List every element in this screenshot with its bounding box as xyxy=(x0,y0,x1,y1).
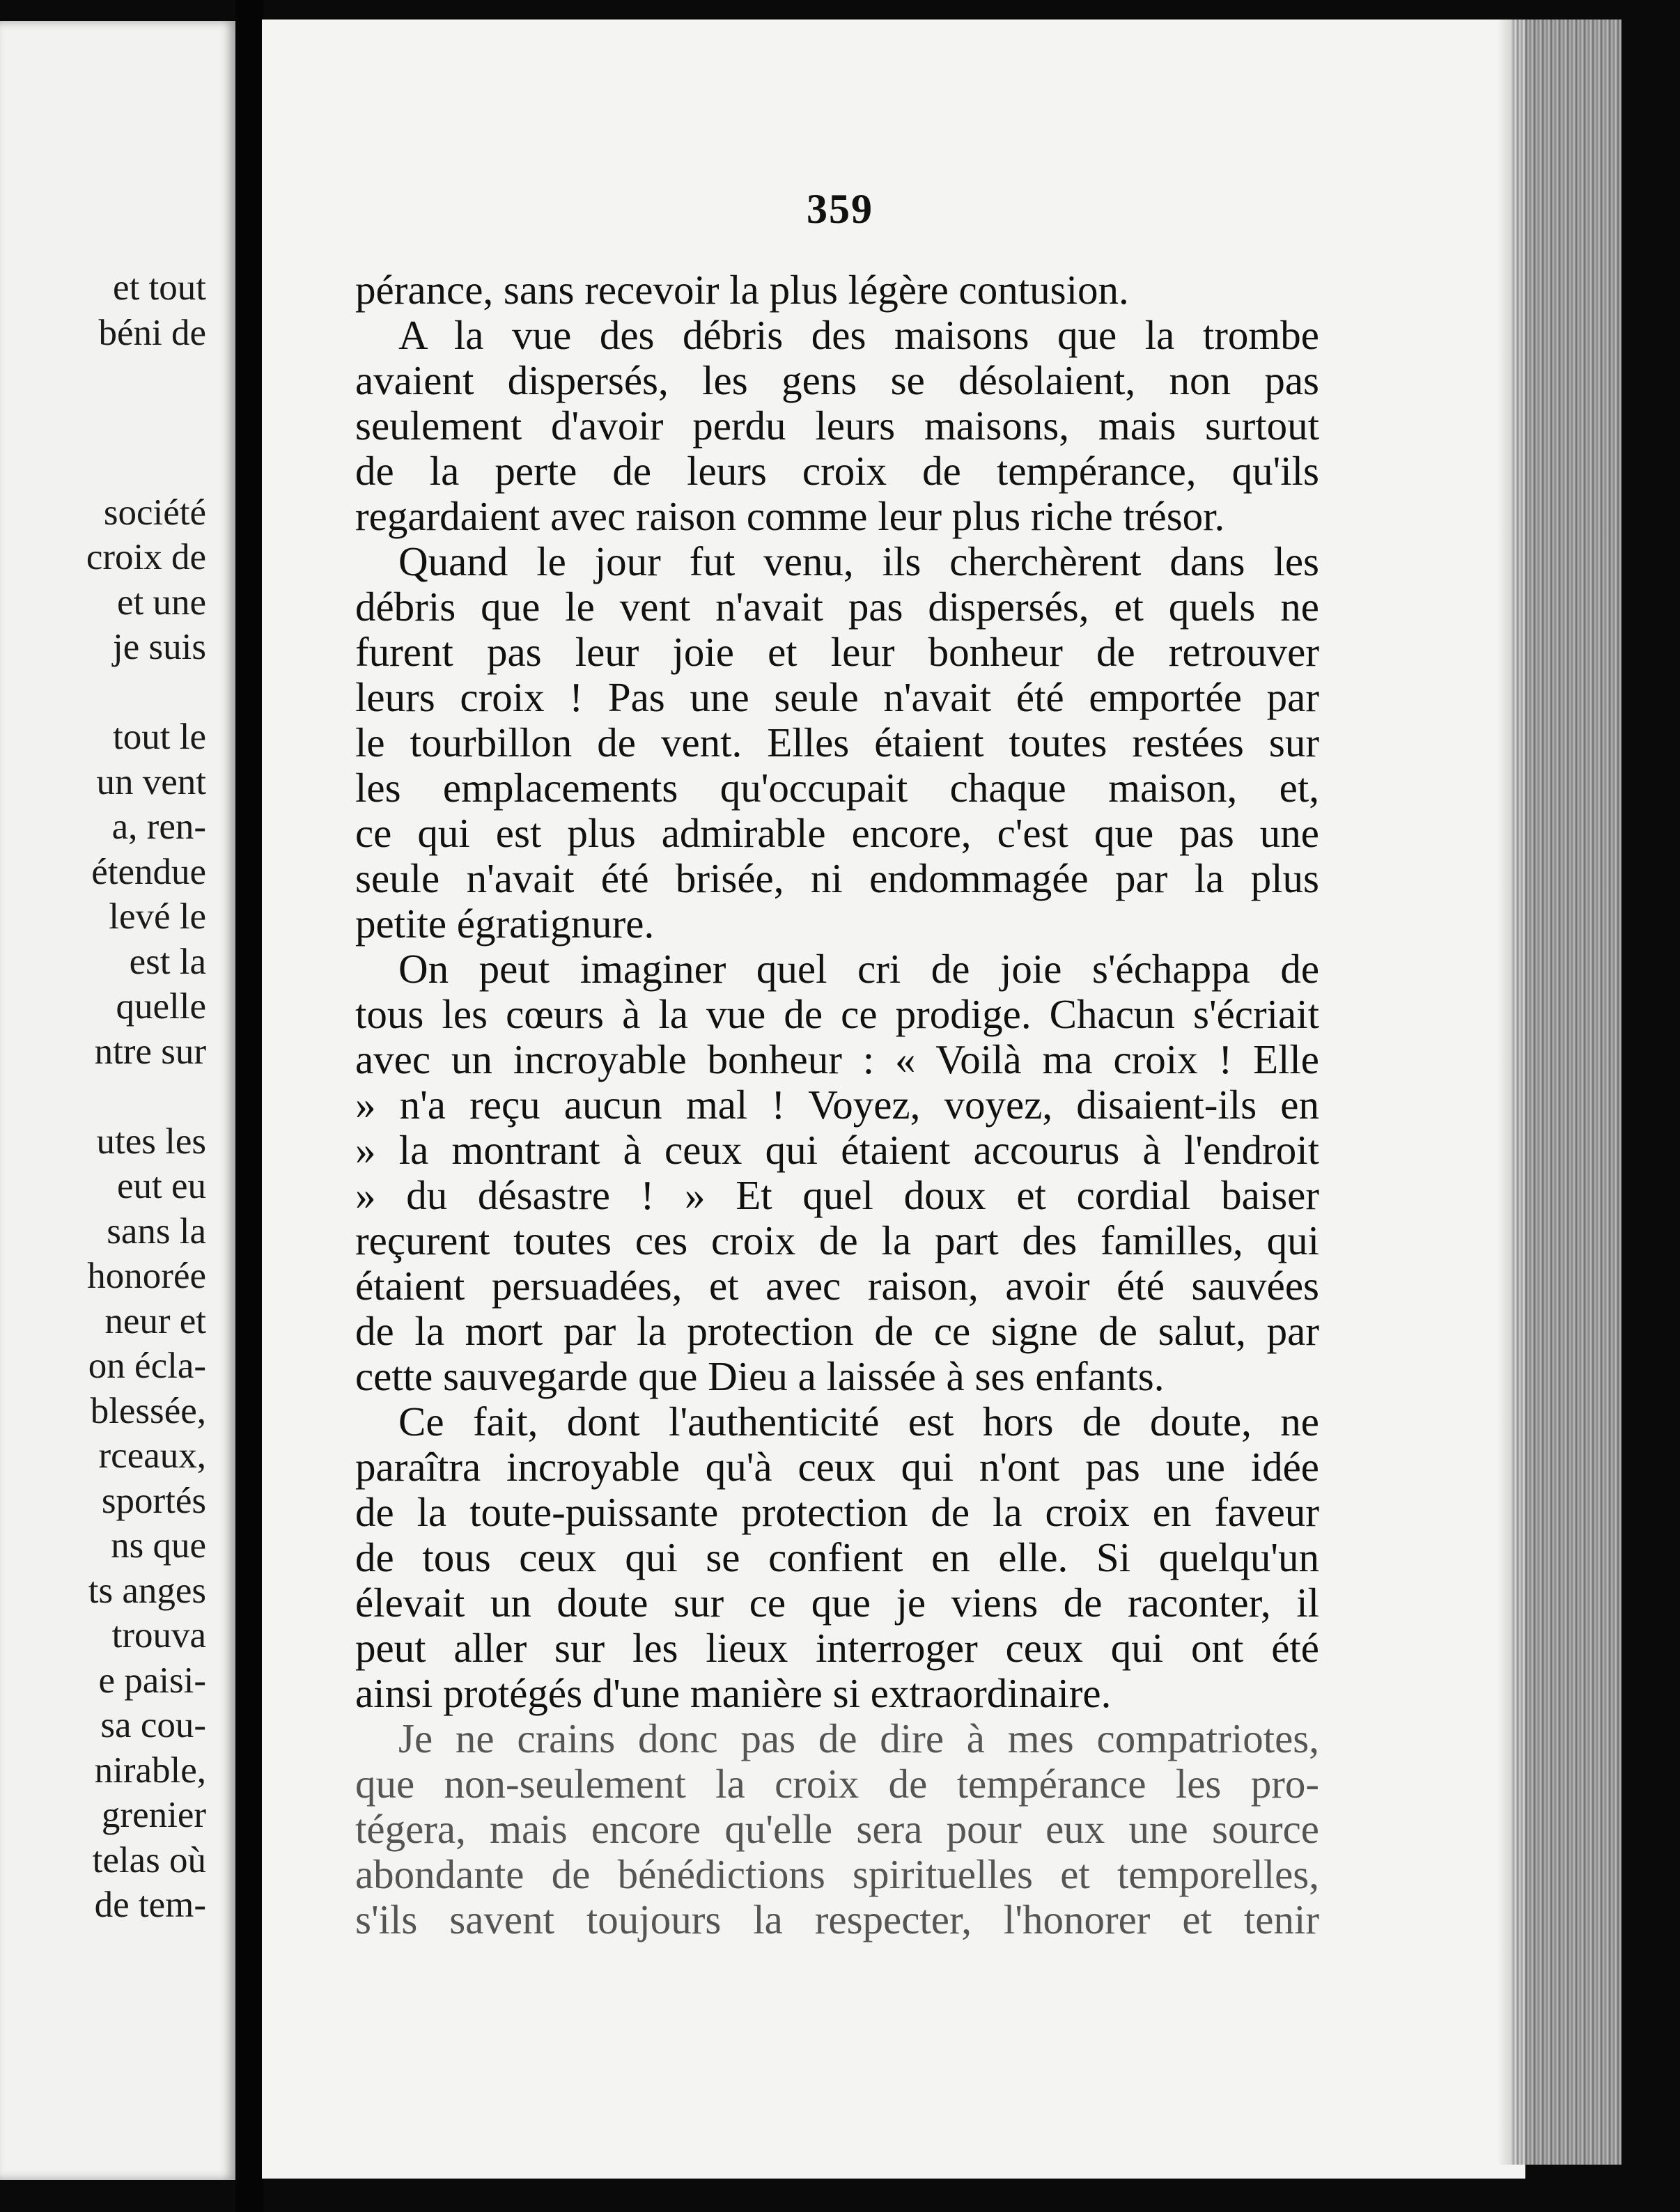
left-page-line: est la xyxy=(129,941,206,982)
text-line: débris que le vent n'avait pas dispersés, et quels ne xyxy=(355,584,1319,630)
text-line: les emplacements qu'occupait chaque maison, et, xyxy=(355,765,1319,811)
left-page-line: grenier xyxy=(101,1795,206,1835)
left-page-line: a, ren- xyxy=(111,807,206,847)
left-page-line: nirable, xyxy=(94,1750,206,1791)
text-line: s'ils savent toujours la respecter, l'honorer et tenir xyxy=(355,1896,1319,1942)
left-page-line: telas où xyxy=(92,1839,206,1880)
left-page-line: levé le xyxy=(109,896,206,937)
left-page-line: e paisi- xyxy=(98,1660,206,1701)
left-page-line: blessée, xyxy=(90,1390,206,1431)
left-page-line: neur et xyxy=(104,1300,206,1341)
left-page-line: on écla- xyxy=(88,1346,206,1386)
text-line: de la toute-puissante protection de la croix en faveur xyxy=(355,1489,1319,1535)
text-line: » n'a reçu aucun mal ! Voyez, voyez, disaient-ils en xyxy=(355,1082,1319,1128)
text-line: furent pas leur joie et leur bonheur de retrouver xyxy=(355,629,1319,675)
text-line: Je ne crains donc pas de dire à mes compatriotes, xyxy=(398,1715,1319,1761)
text-line: avaient dispersés, les gens se désolaient, non pas xyxy=(355,357,1319,403)
book-gutter xyxy=(235,0,263,2212)
text-line: ainsi protégés d'une manière si extraordinaire. xyxy=(355,1670,1112,1716)
text-line: ce qui est plus admirable encore, c'est que pas une xyxy=(355,810,1319,856)
text-line: petite égratignure. xyxy=(355,901,655,947)
left-page-line: tout le xyxy=(113,717,206,757)
left-page-line: société xyxy=(103,492,206,533)
left-page-line: eut eu xyxy=(116,1166,206,1206)
left-page xyxy=(0,21,235,2180)
text-line: peut aller sur les lieux interroger ceux qui ont été xyxy=(355,1625,1319,1671)
text-line: leurs croix ! Pas une seule n'avait été emportée par xyxy=(355,674,1319,720)
text-line: le tourbillon de vent. Elles étaient toutes restées sur xyxy=(355,719,1319,765)
left-page-line: étendue xyxy=(91,851,206,892)
left-page-line: et tout xyxy=(113,267,206,308)
text-line: avec un incroyable bonheur : « Voilà ma croix ! Elle xyxy=(355,1036,1319,1082)
left-page-line: béni de xyxy=(98,312,206,353)
left-page-line: quelle xyxy=(116,986,206,1027)
left-page-line: ns que xyxy=(111,1525,206,1566)
left-page-line: croix de xyxy=(86,537,206,577)
text-line: de la mort par la protection de ce signe de salut, par xyxy=(355,1308,1319,1354)
left-page-line: et une xyxy=(116,582,206,623)
left-page-line: rceaux, xyxy=(98,1435,206,1476)
left-page-line: trouva xyxy=(111,1615,206,1656)
left-page-line: ts anges xyxy=(88,1570,206,1611)
text-line: Quand le jour fut venu, ils cherchèrent dans les xyxy=(398,538,1319,584)
left-page-line: sa cou- xyxy=(100,1705,206,1745)
left-page-line: je suis xyxy=(113,627,206,667)
text-line: étaient persuadées, et avec raison, avoir été sauvées xyxy=(355,1263,1319,1309)
text-line: On peut imaginer quel cri de joie s'échappa de xyxy=(398,946,1319,992)
text-line: élevait un doute sur ce que je viens de raconter, il xyxy=(355,1580,1319,1626)
text-line: regardaient avec raison comme leur plus riche trésor. xyxy=(355,493,1225,539)
body-text xyxy=(355,267,1319,1942)
text-line: reçurent toutes ces croix de la part des familles, qui xyxy=(355,1217,1319,1263)
left-page-line: sans la xyxy=(107,1210,206,1252)
text-line: abondante de bénédictions spirituelles et temporelles, xyxy=(355,1851,1319,1897)
text-line: » du désastre ! » Et quel doux et cordial baiser xyxy=(355,1172,1319,1218)
left-page-line: un vent xyxy=(96,761,206,802)
text-line: de la perte de leurs croix de tempérance, qu'ils xyxy=(355,448,1319,494)
text-line: paraîtra incroyable qu'à ceux qui n'ont pas une idée xyxy=(355,1444,1319,1490)
text-line: Ce fait, dont l'authenticité est hors de doute, ne xyxy=(398,1399,1319,1444)
left-page-line: utes les xyxy=(96,1121,206,1162)
text-line: de tous ceux qui se confient en elle. Si quelqu'un xyxy=(355,1534,1319,1580)
text-line: seule n'avait été brisée, ni endommagée par la plus xyxy=(355,855,1319,901)
left-page-line: de tem- xyxy=(94,1885,206,1925)
text-line: seulement d'avoir perdu leurs maisons, mais surtout xyxy=(355,403,1319,449)
left-page-line: sportés xyxy=(101,1480,206,1521)
page-number: 359 xyxy=(807,186,873,232)
text-line: tous les cœurs à la vue de ce prodige. Chacun s'écriait xyxy=(355,991,1319,1037)
left-page-line: honorée xyxy=(87,1256,206,1296)
text-line: A la vue des débris des maisons que la trombe xyxy=(398,312,1319,358)
text-line: que non-seulement la croix de tempérance les pro- xyxy=(355,1761,1319,1807)
text-line: tégera, mais encore qu'elle sera pour eux une source xyxy=(355,1806,1319,1852)
book-page-edges xyxy=(1511,20,1621,2165)
text-line: pérance, sans recevoir la plus légère contusion. xyxy=(355,267,1129,313)
text-line: » la montrant à ceux qui étaient accourus à l'endroit xyxy=(355,1127,1319,1173)
text-line: cette sauvegarde que Dieu a laissée à ses enfants. xyxy=(355,1353,1165,1399)
left-page-line: ntre sur xyxy=(94,1031,206,1072)
